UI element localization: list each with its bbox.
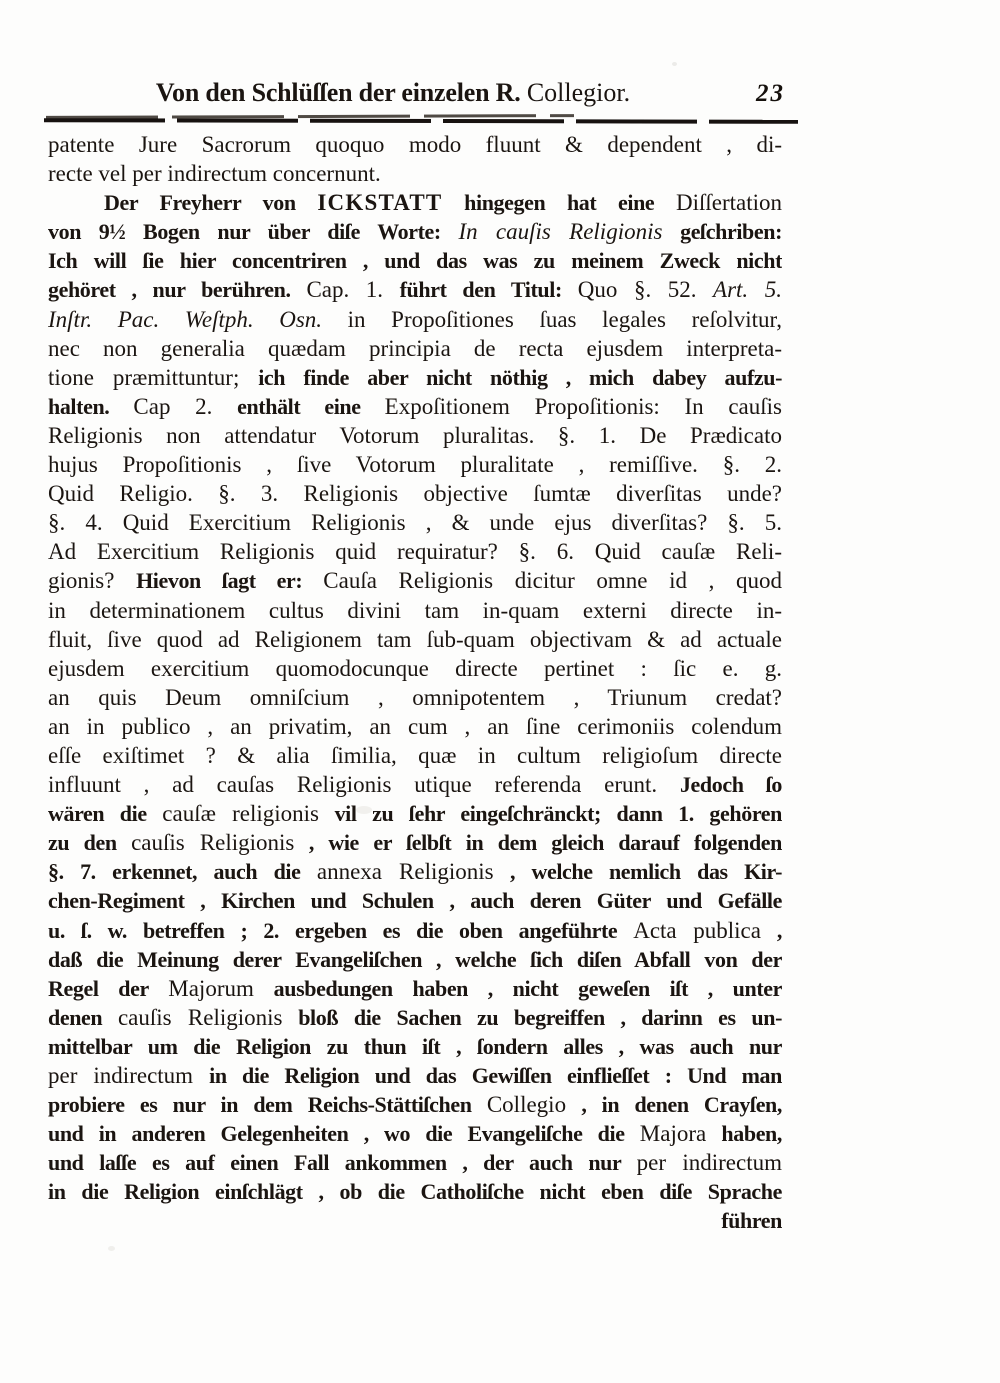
text-segment: und laſſe es auf einen Fall ankommen , der auch nur: [48, 1150, 637, 1176]
running-header-roman: Collegior.: [526, 78, 631, 107]
text-segment: cauſæ religionis: [162, 801, 320, 827]
scan-blemish: [672, 62, 677, 66]
text-segment: bloß die Sachen zu begreiffen , darinn es un-: [282, 1004, 782, 1030]
text-line: [48, 246, 782, 275]
text-line: [48, 1148, 782, 1177]
text-segment: tione præmittuntur;: [48, 364, 259, 390]
text-segment: von 9½ Bogen nur über diſe Worte:: [48, 219, 459, 245]
text-segment: probiere es nur in dem Reichs-Stättiſchen: [48, 1092, 487, 1118]
text-segment: Ad Exercitium Religionis quid requiratur? §. 6. Quid cauſæ Reli-: [48, 539, 782, 565]
text-line: [48, 537, 782, 566]
text-line: [48, 334, 782, 363]
text-segment: führen: [721, 1208, 782, 1234]
catchword: [48, 1206, 782, 1235]
text-segment: hingegen hat eine: [442, 190, 676, 216]
text-segment: cauſis Religionis: [117, 1004, 283, 1030]
text-line: [48, 1177, 782, 1206]
text-line: [48, 450, 782, 479]
text-line: [48, 275, 782, 304]
text-segment: an quis Deum omniſcium , omnipotentem , Triunum credat?: [48, 684, 782, 710]
page-text: [48, 130, 782, 1236]
text-line: [48, 596, 782, 625]
text-line: [48, 479, 782, 508]
text-segment: vil zu ſehr eingeſchränckt; dann 1. gehören: [319, 801, 782, 827]
scan-blemish: [356, 806, 372, 814]
text-line: [48, 974, 782, 1003]
text-segment: In cauſis Religionis: [458, 219, 663, 245]
text-line: [48, 770, 782, 799]
text-segment: , wie er ſelbſt in dem gleich darauf folgenden: [294, 830, 782, 856]
text-segment: in Propoſitiones ſuas legales reſolvitur,: [347, 306, 782, 332]
text-segment: Hievon ſagt er:: [136, 568, 324, 594]
text-segment: hujus Propoſitionis , ſive Votorum pluralitate , remiſſive. §. 2.: [48, 452, 782, 478]
text-segment: recte vel per indirectum concernunt.: [48, 161, 381, 187]
text-segment: Religionis non attendatur Votorum pluralitas. §. 1. De Prædicato: [48, 422, 782, 448]
text-segment: an in publico , an privatim, an cum , an ſine cerimoniis colendum: [48, 713, 782, 739]
running-header: [48, 78, 782, 114]
text-line: [48, 625, 782, 654]
text-line: [48, 712, 782, 741]
text-segment: fluit, ſive quod ad Religionem tam ſub-quam objectivam & ad actuale: [48, 626, 782, 652]
text-segment: enthält eine: [237, 393, 385, 419]
text-segment: Expoſitionem Propoſitionis: In cauſis: [384, 393, 782, 419]
text-segment: Ich will ſie hier concentriren , und das was zu meinem Zweck nicht: [48, 248, 782, 274]
text-segment: ausbedungen haben , nicht geweſen iſt , unter: [253, 975, 782, 1001]
text-line: [48, 1003, 782, 1032]
text-line: [48, 217, 782, 246]
text-line: [48, 130, 782, 159]
text-line: [48, 1032, 782, 1061]
text-segment: in die Religion und das Gewiſſen einflieſſet : Und man: [209, 1063, 782, 1088]
text-segment: Jedoch ſo: [679, 772, 782, 798]
text-segment: Regel der: [48, 975, 169, 1001]
text-segment: Quid Religio. §. 3. Religionis objective ſumtæ diverſitas unde?: [48, 481, 782, 507]
page-number: 23: [756, 80, 785, 107]
text-line: [48, 305, 782, 334]
text-line: [48, 1090, 782, 1119]
text-segment: daß die Meinung derer Evangeliſchen , welche ſich diſen Abfall von der: [48, 946, 782, 972]
text-segment: in determinationem cultus divini tam in-quam externi directe in-: [48, 597, 782, 623]
text-line: [48, 857, 782, 886]
header-rule-lower: [44, 118, 798, 124]
text-line: [48, 566, 782, 595]
text-segment: Majorum: [168, 975, 254, 1001]
text-segment: §. 7. erkennet, auch die: [48, 859, 317, 885]
text-line: [48, 421, 782, 450]
text-segment: führt den Titul:: [399, 277, 578, 303]
text-line: [48, 741, 782, 770]
text-segment: per indirectum: [636, 1150, 782, 1176]
text-segment: halten.: [48, 393, 134, 419]
text-segment: Diſſertation: [675, 190, 782, 216]
text-segment: haben,: [706, 1121, 782, 1147]
text-line: [48, 1119, 782, 1148]
text-line: [48, 945, 782, 974]
text-segment: denen: [48, 1004, 118, 1030]
text-segment: Cap 2.: [133, 393, 238, 419]
text-line: [48, 392, 782, 421]
text-line: [48, 508, 782, 537]
text-segment: per indirectum: [48, 1063, 210, 1088]
text-segment: in die Religion einſchlägt , ob die Catholiſche nicht eben diſe Sprache: [48, 1179, 782, 1205]
text-segment: Cauſa Religionis dicitur omne id , quod: [323, 568, 782, 594]
text-segment: Der Freyherr von: [104, 190, 318, 216]
text-line: [48, 654, 782, 683]
text-segment: ich finde aber nicht nöthig , mich dabey aufzu-: [258, 364, 782, 390]
text-line: [48, 159, 782, 188]
text-line: [48, 683, 782, 712]
text-segment: ICKSTATT: [317, 190, 443, 216]
text-segment: u. ſ. w. betreffen ; 2. ergeben es die oben angeführte: [48, 917, 634, 943]
text-line: [48, 886, 782, 915]
text-segment: Quo §. 52.: [577, 277, 714, 303]
text-segment: Majora: [639, 1121, 707, 1147]
text-segment: patente Jure Sacrorum quoquo modo fluunt & dependent , di-: [48, 132, 782, 157]
text-segment: zu den: [48, 830, 132, 856]
text-segment: cauſis Religionis: [131, 830, 295, 856]
text-line: [48, 1061, 782, 1090]
text-segment: nec non generalia quædam principia de recta ejusdem interpreta-: [48, 335, 782, 361]
text-segment: Cap. 1.: [306, 277, 400, 303]
text-segment: mittelbar um die Religion zu thun iſt , ſondern alles , was auch nur: [48, 1033, 782, 1059]
text-segment: und in anderen Gelegenheiten , wo die Evangeliſche die: [48, 1121, 640, 1147]
text-segment: eſſe exiſtimet ? & alia ſimilia, quæ in cultum religioſum directe: [48, 742, 782, 768]
text-segment: ,: [760, 917, 782, 943]
text-segment: Acta publica: [633, 917, 761, 943]
text-segment: influunt , ad cauſas Religionis utique referenda erunt.: [48, 772, 680, 798]
text-segment: gionis?: [48, 568, 137, 594]
text-segment: §. 4. Quid Exercitium Religionis , & unde ejus diverſitas? §. 5.: [48, 510, 782, 536]
text-segment: , in denen Crayſen,: [566, 1092, 782, 1118]
text-segment: Collegio: [486, 1092, 567, 1118]
text-line: [48, 916, 782, 945]
text-segment: ejusdem exercitium quomodocunque directe pertinet : ſic e. g.: [48, 655, 782, 681]
scan-blemish: [108, 1246, 115, 1251]
text-line: [48, 363, 782, 392]
text-segment: Inſtr. Pac. Weſtph. Osn.: [48, 306, 348, 332]
text-segment: chen-Regiment , Kirchen und Schulen , auch deren Güter und Gefälle: [48, 888, 782, 914]
text-segment: , welche nemlich das Kir-: [493, 859, 782, 885]
text-line: [48, 828, 782, 857]
text-segment: Art. 5.: [713, 277, 782, 303]
header-rule: [44, 113, 798, 129]
text-line: [48, 799, 782, 828]
text-segment: geſchriben:: [662, 219, 782, 245]
text-line: [48, 188, 782, 217]
running-header-fraktur: Von den Schlüſſen der einzelen R.: [155, 78, 527, 107]
text-segment: gehöret , nur berühren.: [48, 277, 307, 303]
text-segment: annexa Religionis: [316, 859, 494, 885]
text-segment: wären die: [48, 801, 163, 827]
